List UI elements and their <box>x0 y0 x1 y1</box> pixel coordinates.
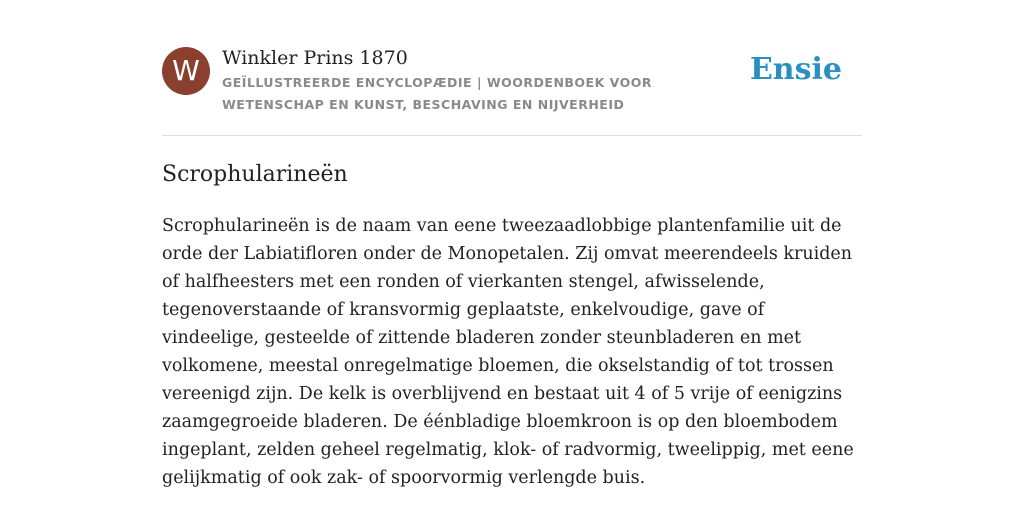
ensie-logo[interactable]: Ensie <box>749 52 842 87</box>
source-header <box>162 0 862 136</box>
article-body: Scrophularineën is de naam van eene tweezaadlobbige plantenfamilie uit de orde der Labiatifloren onder de Monopetalen. Zij omvat meerendeels kruiden of halfheesters met een ronden of vierkanten stengel, afwisselende, tegenoverstaande of kransvormig geplaatste, enkelvoudige, gave of vindeelige, gesteelde of zittende bladeren zonder steunbladeren en met volkomene, meestal onregelmatige bloemen, die okselstandig of tot trossen vereenigd zijn. De kelk is overblijvend en bestaat uit 4 of 5 vrije of eenigzins zaamgegroeide bladeren. De éénbladige bloemkroon is op den bloembodem ingeplant, zelden geheel regelmatig, klok- of radvormig, tweelippig, met eene gelijkmatig of ook zak- of spoorvormig verlengde buis. <box>162 216 854 488</box>
source-title[interactable]: Winkler Prins 1870 <box>222 47 408 69</box>
source-subtitle: GEÏLLUSTREERDE ENCYCLOPÆDIE | WOORDENBOEK VOOR WETENSCHAP EN KUNST, BESCHAVING EN NIJVERHEID <box>222 75 652 112</box>
source-avatar[interactable]: W <box>162 47 210 95</box>
page <box>162 0 862 488</box>
article-title: Scrophularineën <box>162 162 348 187</box>
